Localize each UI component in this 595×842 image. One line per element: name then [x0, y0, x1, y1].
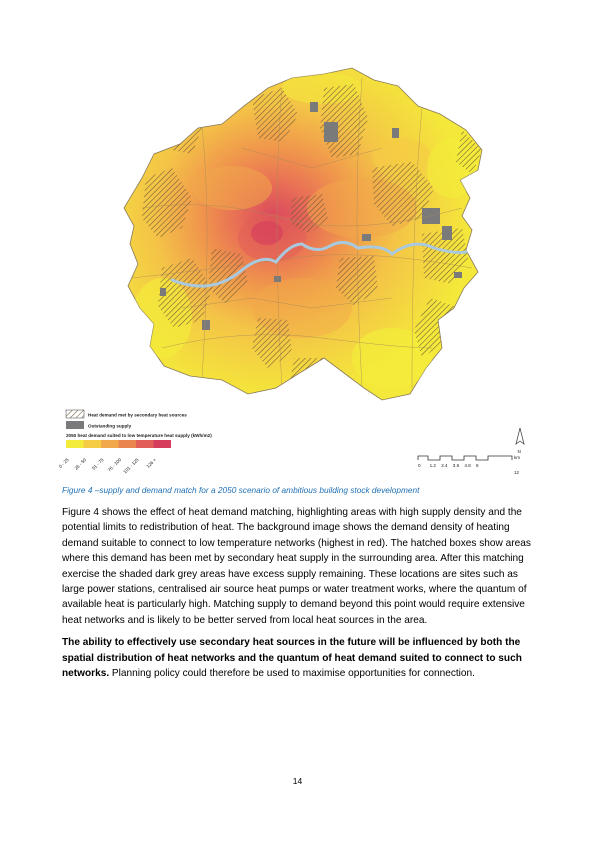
legend-bin-swatch	[84, 440, 102, 448]
figure-caption: Figure 4 –supply and demand match for a 2050 scenario of ambitious building stock development	[62, 485, 420, 495]
legend-bin-label: 0 - 25	[57, 457, 70, 470]
page-number: 14	[292, 776, 303, 786]
legend-supply-swatch	[66, 421, 84, 429]
body-text	[62, 505, 541, 688]
north-label: N	[517, 449, 521, 454]
heat-map-figure	[57, 58, 540, 483]
legend-bin-label: 51 - 75	[91, 457, 105, 471]
scale-sub-label: 12	[514, 470, 520, 475]
paragraph-2-bold: The ability to effectively use secondary heat sources in the future will be influenced by both the spatial distribution of heat networks and the quantum of heat demand suited to connect to such networks.	[62, 637, 522, 680]
north-arrow	[516, 428, 524, 454]
paragraph-1: Figure 4 shows the effect of heat demand matching, highlighting areas with high supply density and the potential limits to redistribution of heat. The background image shows the demand density of heating demand suitable to connect to low temperature networks (highest in red). The hatched boxes show areas where this demand has been met by secondary heat supply in the surrounding area. After this matching exercise the shaded dark grey areas have excess supply remaining. These locations are sites such as large power stations, centralised air source heat pumps or water treatment works, where the quantum of available heat is particularly high. Matching supply to demand beyond this point would require extensive heat networks and is likely to be better served from local heat sources in the area.	[62, 507, 531, 626]
legend-bin-swatch	[136, 440, 154, 448]
legend-bin-swatch	[154, 440, 172, 448]
borough-map	[124, 68, 482, 400]
legend-hatched-swatch	[66, 410, 84, 418]
paragraph-2	[62, 635, 541, 681]
scale-unit: km	[514, 455, 521, 460]
legend-hatched-label: Heat demand met by secondary heat sources	[88, 412, 187, 418]
north-arrow-icon	[516, 428, 524, 444]
scale-tick-label: 6	[476, 463, 479, 468]
scale-tick-label: 4.8	[464, 463, 471, 468]
scale-bar	[418, 455, 520, 475]
legend-bin-swatch	[66, 440, 84, 448]
scale-bar-icon	[418, 456, 512, 460]
legend-color-bins	[58, 440, 171, 474]
map-legend	[58, 410, 212, 474]
scale-tick-label: 3.6	[452, 463, 460, 468]
london-heat-map	[57, 58, 540, 483]
legend-bin-label: 126 +	[145, 457, 158, 469]
legend-bin-label: 101 - 125	[122, 457, 140, 475]
paragraph-2-rest: Planning policy could therefore be used to maximise opportunities for connection.	[109, 668, 475, 680]
legend-demand-label: 2050 heat demand suited to low temperature heat supply (kWh/m2)	[66, 433, 212, 438]
scale-tick-label: 1.2	[429, 463, 436, 468]
scale-tick-label: 0	[418, 463, 421, 468]
legend-bin-swatch	[101, 440, 119, 448]
scale-tick-label: 2.4	[441, 463, 448, 468]
legend-bin-label: 76 - 100	[106, 457, 123, 473]
legend-bin-swatch	[119, 440, 137, 448]
legend-supply-label: Outstanding supply	[88, 423, 132, 429]
legend-bin-label: 26 - 50	[73, 457, 88, 471]
